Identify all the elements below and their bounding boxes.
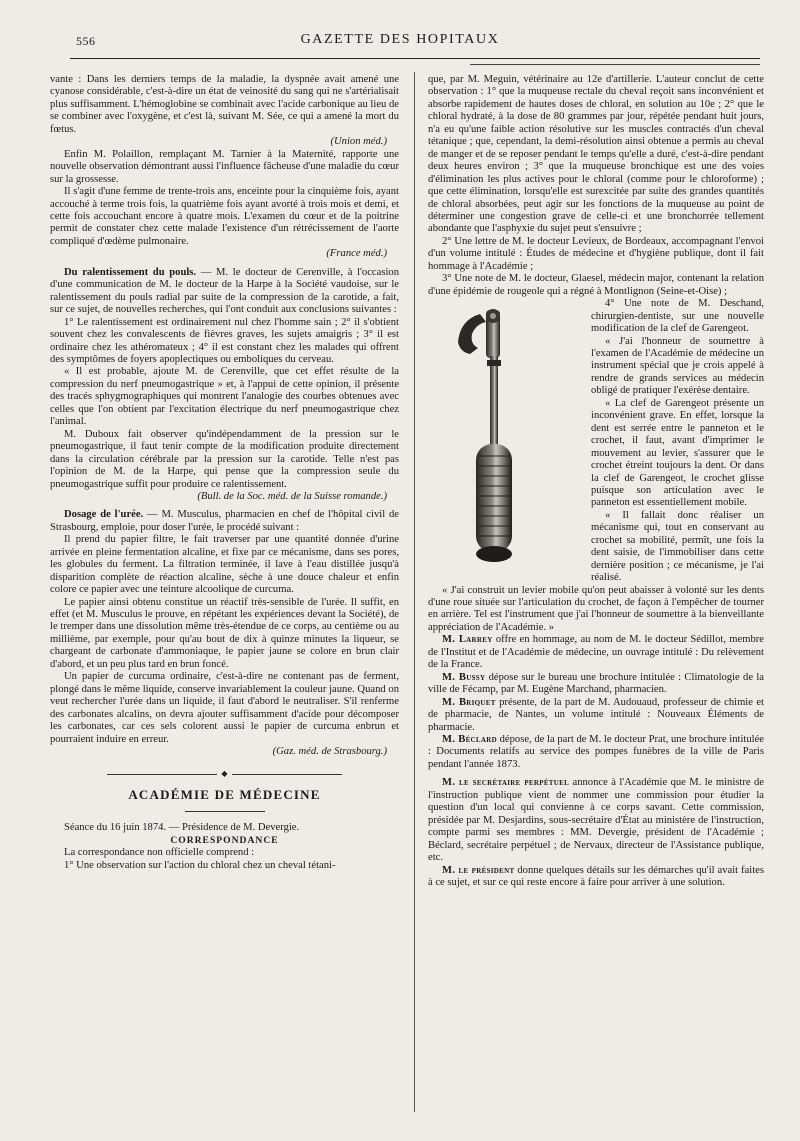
paragraph: « J'ai l'honneur de soumettre à l'examen de l'Académie de médecine un instrument spécial que je crois appelé à rendre de grands services au médecin obligé de pratiquer l'exérèse dentaire.: [591, 335, 764, 397]
speaker-name: M. Briquet: [442, 696, 496, 708]
paragraph-text: dépose sur le bureau une brochure intitulée : Climatologie de la ville de Fécamp, par M. Eugène Marchand, pharmacien.: [428, 671, 764, 696]
source-citation: (Gaz. méd. de Strasbourg.): [272, 746, 387, 758]
paragraph-text: dépose, de la part de M. le docteur Prat, une brochure intitulée : Documents relatifs au service des pompes funèbres de la ville de Paris pendant l'année 1873.: [428, 734, 765, 770]
source-citation: (Bull. de la Soc. méd. de la Suisse romande.): [197, 490, 387, 502]
page-number: 556: [76, 34, 96, 48]
paragraph-text: annonce à l'Académie que M. le ministre de l'instruction publique vient de nommer une commission pour étudier la question d'un local qui convienne à ce corps savant. Cette commission, présidée par M. Desjardins, sous-secrétaire d'État au ministère de l'instruction, compte parmi ses membres : MM. Devergie, président de l'Académie ; Béclard, secrétaire perpétuel ; de Nervaux, directeur de l'Assistance publique, etc.: [428, 777, 765, 864]
paragraph: « La clef de Garengeot présente un inconvénient grave. En effet, lorsque la dent est serrée entre le panneton et le crochet, il faut, avant d'imprimer le mouvement au levier, s'assurer que le crochet étreint toujours la dent. Or dans la clef de Garengeot, le crochet glisse puisque son articulation avec le panneton est essentiellement mobile.: [591, 397, 764, 509]
paragraph: Enfin M. Polaillon, remplaçant M. Tarnier à la Maternité, rapporte une nouvelle observation démontrant aussi l'influence fâcheuse d'une maladie du cœur sur la grossesse.: [50, 148, 399, 185]
column-separator: [414, 72, 415, 1112]
speaker-name: M. Bussy: [442, 671, 486, 683]
paragraph: Il prend du papier filtre, le fait traverser par une quantité donnée d'urine arrivée en pleine fermentation alcaline, et fixe par ce mécanisme, dans ses pores, les globules du ferment. La filtration terminée, il lave à l'eau distillée jusqu'à disparition complète de réaction alcaline, sèche à une douce chaleur et enfin colore ce papier avec une teinture alcoolique de curcuma.: [50, 534, 399, 596]
dental-key-figure: [428, 300, 583, 570]
paragraph: [428, 672, 764, 697]
section-rule: [185, 811, 265, 812]
paragraph: 3° Une note de M. le docteur, Glaesel, médecin major, contenant la relation d'une épidémie de rougeole qui a régné à Montlignon (Seine-et-Oise) ;: [428, 273, 764, 297]
paragraph: [428, 634, 764, 671]
paragraph: [428, 777, 764, 864]
source-citation: (Union méd.): [330, 136, 387, 148]
speaker-name: M. le président: [442, 864, 515, 876]
paragraph: M. Duboux fait observer qu'indépendamment de la pression sur le pneumogastrique, il faut tenir compte de la modification produite directement dans la circulation cérébrale par la pression sur la carotide. Telle n'est pas l'opinion de M. de la Harpe, qui pense que la compression seule du pneumogastrique suffit pour produire ce ralentissement.: [50, 428, 399, 490]
paragraph: 1° Le ralentissement est ordinairement nul chez l'homme sain ; 2° il s'obtient souvent chez les convalescents de fièvres graves, les sujets amaigris ; 3° il est ordinaire chez les athéromateux ; 4° il est constant chez les malades qui offrent des symptômes de foyers apoplectiques ou emboliques du cerveau.: [50, 316, 399, 365]
journal-title: GAZETTE DES HOPITAUX: [300, 32, 500, 47]
right-column: [428, 74, 764, 889]
paragraph-text: donne quelques détails sur les démarches qu'il avait faites à ce sujet, et sur ce qui reste encore à faire pour arriver à une solution.: [428, 864, 764, 888]
paragraph-text: présente, de la part de M. Audouaud, professeur de chimie et de pharmacie, de Nantes, un volume intitulé : Nouveaux Éléments de pharmacie.: [428, 696, 764, 733]
paragraph: que, par M. Meguin, vétérinaire au 12e d'artillerie. L'auteur conclut de cette observation : 1° que la muqueuse rectale du cheval reçoit sans inconvénient et absorbe rapidement de hautes doses de chloral, en solution au 10e ; 2° que le chloral hydraté, à la dose de 80 grammes par jour, répétée pendant huit jours, n'a eu qu'une faible action résolutive sur les muscles contractés d'un cheval tétanique ; que, cependant, la demi-résolution ainsi obtenue a permis au cheval de manger et de se reposer pendant le temps qu'elle a duré, c'est-à-dire pendant deux heures environ ; 3° que la muqueuse bronchique est une des voies d'élimination les plus actives pour le chloral (comme pour le chloroforme) ; que cette élimination, lorsqu'elle est surexcitée par suite des grandes quantités de chloral absorbées, peut agir sur les fonctions de la muqueuse au point de déterminer une congestion grave de celle-ci et une bronchorrée tellement abondante que l'asphyxie du sujet peut s'ensuivre ;: [428, 74, 764, 235]
left-column: [50, 74, 399, 872]
paragraph: Un papier de curcuma ordinaire, c'est-à-dire ne contenant pas de ferment, plongé dans le même liquide, conserve invariablement la couleur jaune. Quand on veut rechercher l'urée dans un liquide, il faut d'abord le neutraliser. S'il renferme des carbonates alcalins, on devra ajouter suffisamment d'acide pour décomposer les carbonates, car ces sels colorent aussi le papier de curcuma enbrun et pourraient induire en erreur.: [50, 671, 399, 745]
paragraph: [428, 865, 764, 890]
paragraph: vante : Dans les derniers temps de la maladie, la dyspnée avait amené une cyanose considérable, c'est-à-dire un état de veinosité du sang qui ne s'artérialisait plus suffisamment. L'hémoglobine se combinait avec l'acide carbonique au lieu de se combiner avec l'oxygène, et c'est là, suivant M. Sée, ce qui a amené la mort du fœtus.: [50, 74, 399, 135]
paragraph: [428, 734, 764, 771]
article-heading: Dosage de l'urée.: [64, 509, 144, 521]
paragraph: 2° Une lettre de M. le docteur Levieux, de Bordeaux, accompagnant l'envoi d'un volume intitulé : Études de médecine et d'hygiène publique, dont il fait hommage à l'Académie ;: [428, 235, 764, 272]
dental-key-icon: [428, 300, 583, 570]
page-header: [40, 28, 760, 68]
article-heading: Du ralentissement du pouls.: [64, 266, 197, 278]
session-line: Séance du 16 juin 1874. — Présidence de M. Devergie.: [64, 822, 300, 834]
paragraph: Le papier ainsi obtenu constitue un réactif très-sensible de l'urée. Il suffit, en effet (et M. Musculus le prouve, en répétant les expériences devant la Société), de le tremper dans une dissolution même très-étendue de ce corps, au centième ou au millième, par exemple, pour qu'au bout de dix à quinze minutes la liqueur, se chargeant de carbonate d'ammoniaque, le papier jaune se colore en brun clair d'abord, et un peu plus tard en brun foncé.: [50, 596, 399, 670]
paragraph: « Il fallait donc réaliser un mécanisme qui, tout en conservant au crochet sa mobilité, permît, une fois la dent saisie, de l'immobiliser dans cette dernière position ; ce mécanisme, je l'ai réalisé.: [591, 509, 764, 584]
paragraph: Il s'agit d'une femme de trente-trois ans, enceinte pour la cinquième fois, ayant accouché à terme trois fois, la quatrième fois ayant avorté à trois mois et demi, et cette fois accouchant encore à quatre mois. L'examen du cœur et de la poitrine permit de constater chez cette malade l'existence d'un rétrécissement de l'aorte compliqué d'œdème pulmonaire.: [50, 186, 399, 247]
speaker-name: M. Larrey: [442, 634, 493, 646]
section-divider: ◆: [50, 768, 399, 780]
paragraph-text: offre en hommage, au nom de M. le docteur Sédillot, membre de l'Institut et de l'Académie de médecine, un ouvrage intitulé : Du relèvement de la France.: [428, 634, 764, 671]
paragraph: 4° Une note de M. Deschand, chirurgien-dentiste, sur une nouvelle modification de la clef de Garengeot.: [591, 298, 764, 335]
speaker-name: M. Béclard: [442, 734, 497, 746]
paragraph: [428, 697, 764, 734]
article-paragraph: [50, 509, 399, 534]
speaker-name: M. le secrétaire perpétuel: [442, 777, 570, 789]
section-title: ACADÉMIE DE MÉDECINE: [128, 786, 321, 802]
article-paragraph: [50, 267, 399, 317]
article-text: — M. Musculus, pharmacien en chef de l'hôpital civil de Strasbourg, emploie, pour doser l'urée, le procédé suivant :: [50, 509, 399, 533]
article-text: — M. le docteur de Cerenville, à l'occasion d'une communication de M. le docteur de la Harpe à la Société vaudoise, sur le ralentissement du pouls radial par suite de la compression de la carotide, a fait, sur ce sujet, de nouvelles recherches, qui l'ont conduit aux conclusions suivantes :: [50, 266, 399, 316]
paragraph: « J'ai construit un levier mobile qu'on peut abaisser à volonté sur les dents d'une roue située sur l'articulation du crochet, de façon à l'empêcher de tourner en arrière. Tel est l'instrument que j'ai l'honneur de soumettre à la bienveillante appréciation de l'Académie. »: [428, 584, 764, 633]
paragraph: 1° Une observation sur l'action du chloral chez un cheval tétani-: [64, 859, 336, 871]
source-citation: (France méd.): [326, 248, 387, 260]
header-rule-short: [470, 64, 760, 65]
paragraph: La correspondance non officielle comprend :: [64, 847, 255, 859]
subsection-title: CORRESPONDANCE: [170, 834, 279, 846]
paragraph: « Il est probable, ajoute M. de Cerenville, que cet effet résulte de la compression du nerf pneumogastrique » et, à l'appui de cette opinion, il présente des tracés sphygmographiques qui montrent l'analogie des courbes obtenues avec celles que l'on obtient par l'excitation électrique du nerf pneumogastrique chez l'animal.: [50, 366, 399, 428]
header-rule: [70, 58, 760, 59]
